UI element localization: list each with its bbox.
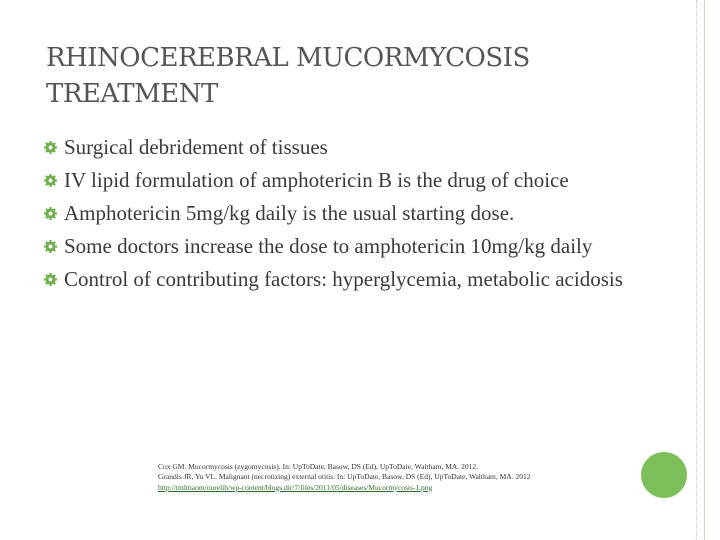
title-line-1: RHINOCEREBRAL MUCORMYCOSIS — [46, 43, 530, 73]
bullet-text: Amphotericin 5mg/kg daily is the usual starting dose. — [64, 201, 515, 225]
title-line-2: TREATMENT — [46, 79, 218, 109]
right-border-solid-line — [704, 0, 705, 540]
bullet-item — [44, 198, 644, 229]
bullet-item — [44, 264, 644, 295]
bullet-text: Control of contributing factors: hyperglycemia, metabolic acidosis — [64, 267, 623, 291]
bullet-item — [44, 132, 644, 163]
reference-citation: Cox GM. Mucormycosis (zygomycosis). In: UpToDate, Basow, DS (Ed), UpToDate, Waltham, MA. 2012. — [158, 462, 478, 471]
accent-circle — [641, 452, 687, 498]
bullet-item — [44, 231, 644, 262]
bullet-item — [44, 165, 644, 196]
bullet-list — [44, 132, 644, 297]
bullet-text: Surgical debridement of tissues — [64, 135, 328, 159]
bullet-text: Some doctors increase the dose to amphotericin 10mg/kg daily — [64, 234, 593, 258]
slide-title — [46, 40, 646, 112]
gear-icon — [44, 240, 57, 253]
gear-icon — [44, 141, 57, 154]
right-border-dotted-line — [696, 0, 697, 540]
gear-icon — [44, 207, 57, 220]
reference-link[interactable]: http://tmlmaom/ourelih/wp-content/blogs.dir/7/files/2011/05/diseases/Mucormycosis-1.png — [158, 482, 433, 492]
references — [158, 462, 558, 493]
gear-icon — [44, 273, 57, 286]
gear-icon — [44, 174, 57, 187]
bullet-text: IV lipid formulation of amphotericin B is the drug of choice — [64, 168, 569, 192]
reference-citation: Grandis JR, Yu VL. Malignant (necrotizing) external otitis. In: UpToDate, Basow, DS (Ed), UpToDate, Waltham, MA. 2012 — [158, 472, 531, 482]
